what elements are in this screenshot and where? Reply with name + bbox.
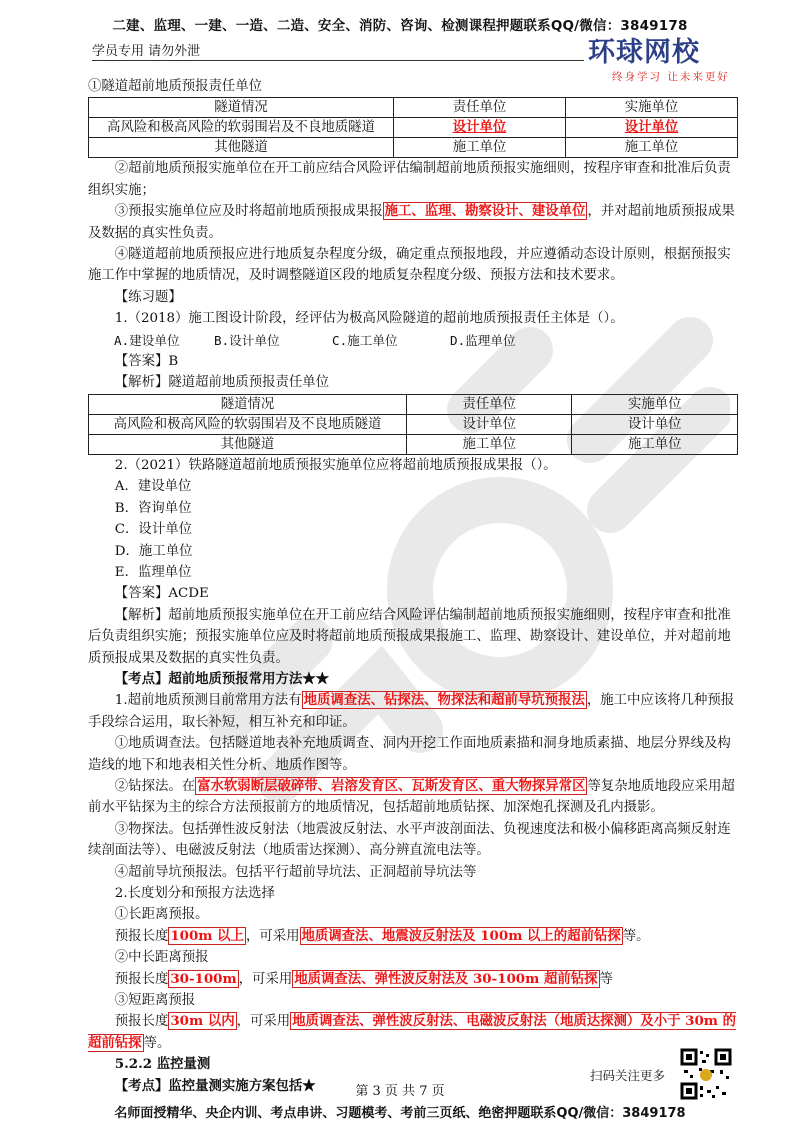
- text-span: ，并对超前地质预报成果及数据的真实性负责。: [88, 204, 735, 241]
- brand-logo: [588, 30, 738, 83]
- paragraph: ②超前地质预报实施单位在开工前应结合风险评估编制超前地质预报实施细则，按程序审查和批准后负责组织实施；: [88, 161, 731, 198]
- paragraph: [88, 776, 738, 819]
- text-span: 预报长度: [114, 971, 169, 987]
- paragraph: ②中长距离预报: [114, 950, 209, 966]
- paragraph: ④超前导坑预报法。包括平行超前导坑法、正洞超前导坑法等: [114, 864, 477, 880]
- text-span: 等复杂地质地段应采用超前水平钻探为主的综合方法预报前方的地质情况，包括超前地质钻探、加深炮孔探测及孔内摄影。: [88, 778, 735, 816]
- text-span: 等。: [143, 1035, 171, 1051]
- paragraph: ③短距离预报: [114, 993, 196, 1009]
- text-span: ②钻探法。在: [114, 778, 196, 794]
- text-span: 1.超前地质预测目前常用方法有: [114, 693, 302, 709]
- highlight: 30m 以内: [170, 1013, 235, 1030]
- question-1: 1.（2018）施工图设计阶段，经评估为极高风险隧道的超前地质预报责任主体是（）。: [114, 311, 624, 327]
- table-cell: 其他隧道: [89, 138, 394, 158]
- option: E．监理单位: [114, 564, 192, 580]
- highlight: 地质调查法、钻探法、物探法和超前导坑预报法: [303, 692, 585, 709]
- table-cell: 设计单位: [407, 414, 572, 434]
- highlight: 地质调查法、弹性波反射法、电磁波反射法（地质达探测）及小于 30m 的超前钻探: [88, 1013, 737, 1051]
- table-header-cell: 隧道情况: [89, 98, 394, 118]
- text-span: ，可采用: [236, 1014, 291, 1030]
- kaodian-title: 【考点】超前地质预报常用方法★★: [114, 670, 330, 687]
- highlight: 富水软弱断层破碎带、岩溶发育区、瓦斯发育区、重大物探异常区: [197, 777, 586, 794]
- practice-title: 【练习题】: [114, 289, 182, 305]
- table-row: [89, 414, 738, 434]
- option: A.建设单位: [114, 332, 180, 348]
- option: D．施工单位: [114, 543, 193, 559]
- table-header-cell: 责任单位: [407, 394, 572, 414]
- paragraph: ③物探法。包括弹性波反射法（地震波反射法、水平声波剖面法、负视速度法和极小偏移距离高频反射连续剖面法等）、电磁波反射法（地质雷达探测）、高分辨直流电法等。: [88, 821, 731, 859]
- kaodian-title: 【考点】监控量测实施方案包括★: [114, 1077, 316, 1094]
- text-span: 预报长度: [114, 928, 169, 944]
- text-span: ，施工中应该将几种预报手段综合运用，取长补短，相互补充和印证。: [88, 693, 735, 730]
- highlight: 100m 以上: [170, 927, 244, 944]
- paragraph: ①长距离预报。: [114, 907, 209, 923]
- paragraph: [88, 969, 738, 990]
- option: D.监理单位: [450, 332, 516, 348]
- header-divider: [92, 60, 584, 61]
- table-row: [89, 98, 738, 118]
- option: A．建设单位: [114, 479, 192, 495]
- paragraph: 2.长度划分和预报方法选择: [114, 886, 275, 901]
- scan-caption: 扫码关注更多: [590, 1068, 666, 1083]
- table-cell: 其他隧道: [89, 434, 407, 454]
- page-number: 第 3 页 共 7 页: [355, 1084, 445, 1099]
- highlight: 30-100m: [170, 970, 237, 987]
- text-span: 预报长度: [114, 1014, 169, 1030]
- text-span: 等。: [622, 928, 650, 944]
- sec1-title: ①隧道超前地质预报责任单位: [88, 79, 263, 94]
- responsibility-table-2: [88, 394, 738, 455]
- logo-slogan: 终身学习 让未来更好: [612, 71, 730, 83]
- option: C．设计单位: [114, 522, 192, 538]
- paragraph: ①地质调查法。包括隧道地表补充地质调查、洞内开挖工作面地质素描和洞身地质素描、地层分界线及构造线的地下和地表相关性分析、地质作图等。: [88, 736, 731, 773]
- section-title: 5.2.2 监控量测: [114, 1056, 211, 1073]
- table-header-cell: 实施单位: [566, 98, 738, 118]
- text-span: ，可采用: [238, 971, 293, 987]
- table-cell: 高风险和极高风险的软弱围岩及不良地质隧道: [89, 118, 394, 138]
- paragraph: [88, 690, 738, 733]
- table-cell: 设计单位: [394, 118, 566, 138]
- text-span: 等: [599, 971, 613, 987]
- table-row: [89, 118, 738, 138]
- paragraph: [88, 1011, 738, 1054]
- question-1-options: [88, 330, 738, 351]
- text-span: ，可采用: [245, 928, 300, 944]
- table-header-cell: 责任单位: [394, 98, 566, 118]
- option: B.设计单位: [214, 332, 280, 348]
- question-2: 2.（2021）铁路隧道超前地质预报实施单位应将超前地质预报成果报（）。: [114, 457, 557, 473]
- table-cell: 设计单位: [566, 118, 738, 138]
- paragraph: ④隧道超前地质预报应进行地质复杂程度分级，确定重点预报地段，并应遵循动态设计原则，根据预报实施工作中掌握的地质情况，及时调整隧道区段的地质复杂程度分级、预报方法和技术要求。: [88, 247, 731, 284]
- answer-2: 【答案】ACDE: [114, 586, 209, 602]
- table-row: [89, 138, 738, 158]
- table-row: [89, 434, 738, 454]
- highlight: 施工、监理、勘察设计、建设单位: [384, 203, 586, 220]
- table-row: [89, 394, 738, 414]
- table-cell: 施工单位: [407, 434, 572, 454]
- table-cell: 施工单位: [572, 434, 738, 454]
- paragraph: [88, 201, 738, 244]
- table-cell: 施工单位: [394, 138, 566, 158]
- paragraph: [88, 926, 738, 947]
- explanation-1: 【解析】隧道超前地质预报责任单位: [114, 375, 330, 391]
- text-span: ③预报实施单位应及时将超前地质预报成果报: [114, 204, 383, 220]
- table-cell: 施工单位: [566, 138, 738, 158]
- option: B．咨询单位: [114, 500, 192, 516]
- highlight: 地质调查法、弹性波反射法及 30-100m 超前钻探: [294, 970, 598, 987]
- table-cell: 设计单位: [572, 414, 738, 434]
- header-subtitle: 学员专用 请勿外泄: [92, 44, 201, 59]
- table-header-cell: 实施单位: [572, 394, 738, 414]
- table-header-cell: 隧道情况: [89, 394, 407, 414]
- footer-banner: 名师面授精华、央企内训、考点串讲、习题模考、考前三页纸、绝密押题联系QQ/微信：3849178: [114, 1106, 686, 1121]
- responsibility-table: [88, 97, 738, 158]
- explanation-2: 【解析】超前地质预报实施单位在开工前应结合风险评估编制超前地质预报实施细则，按程序审查和批准后负责组织实施；预报实施单位应及时将超前地质预报成果报施工、监理、勘察设计、建设单位，并对超前地质预报成果及数据的真实性负责。: [88, 607, 731, 666]
- answer-1: 【答案】B: [114, 354, 179, 370]
- highlight: 地质调查法、地震波反射法及 100m 以上的超前钻探: [301, 927, 621, 944]
- option: C.施工单位: [332, 332, 398, 348]
- document-body: [88, 76, 738, 1097]
- logo-text: 环球网校: [588, 37, 700, 68]
- header-banner: 二建、监理、一建、一造、二造、安全、消防、咨询、检测课程押题联系QQ/微信：3849178: [112, 18, 688, 34]
- table-cell: 高风险和极高风险的软弱围岩及不良地质隧道: [89, 414, 407, 434]
